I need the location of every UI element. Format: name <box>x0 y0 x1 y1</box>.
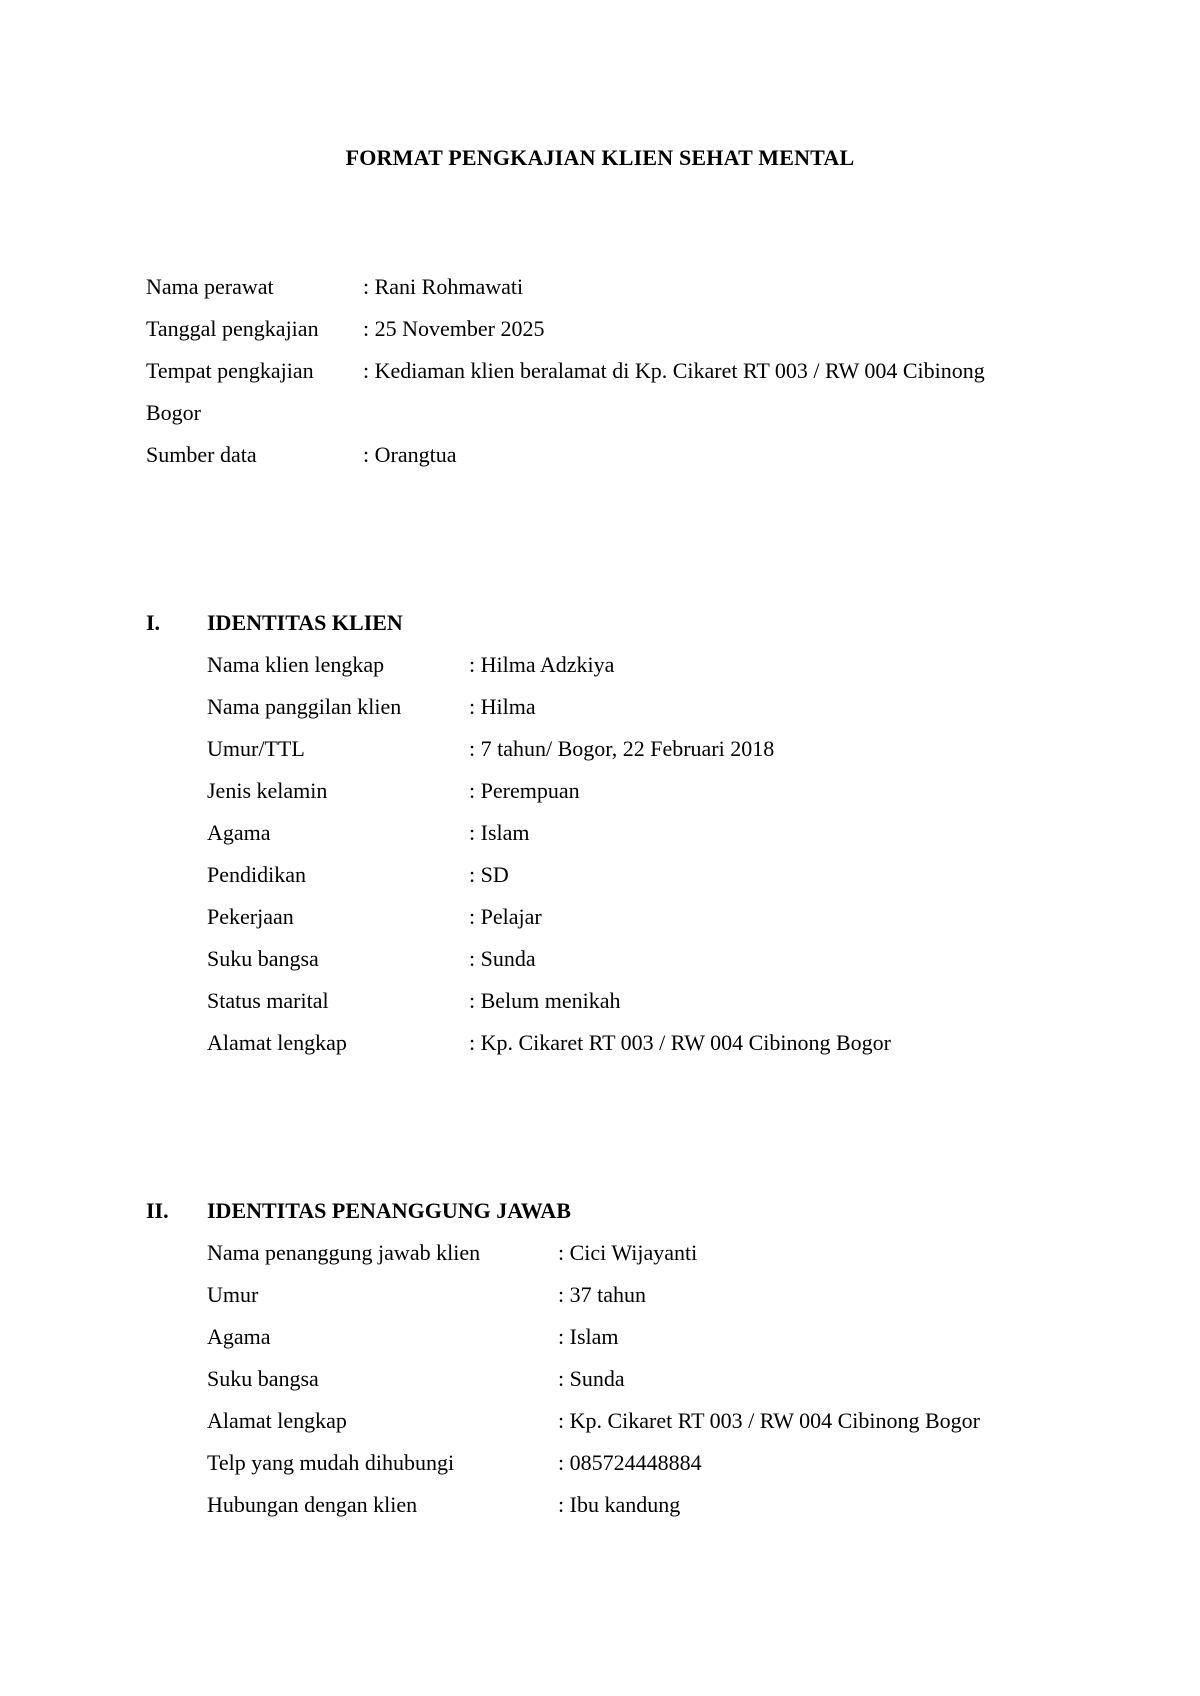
field-label: Pekerjaan <box>207 904 294 929</box>
field-value: : Hilma Adzkiya <box>469 652 615 677</box>
section-title: IDENTITAS KLIEN <box>207 610 403 635</box>
field-umur-ttl <box>207 733 1147 765</box>
field-sumber-data <box>146 439 1146 471</box>
field-label: Alamat lengkap <box>207 1030 347 1055</box>
field-nama-perawat <box>146 271 1146 303</box>
field-label: Jenis kelamin <box>207 778 328 803</box>
field-label: Tempat pengkajian <box>146 358 314 383</box>
field-value: : Belum menikah <box>469 988 621 1013</box>
field-nama-klien-lengkap <box>207 649 1147 681</box>
field-tanggal-pengkajian <box>146 313 1146 345</box>
field-value: : Orangtua <box>363 442 457 467</box>
field-value: : Perempuan <box>469 778 580 803</box>
field-label: Tanggal pengkajian <box>146 316 319 341</box>
section-number: I. <box>146 610 161 635</box>
field-label: Umur <box>207 1282 259 1307</box>
field-value-continuation: Bogor <box>146 400 201 425</box>
field-label: Agama <box>207 820 271 845</box>
field-agama <box>207 817 1147 849</box>
field-label: Status marital <box>207 988 329 1013</box>
section-number: II. <box>146 1198 169 1223</box>
field-value: : Sunda <box>469 946 536 971</box>
field-jenis-kelamin <box>207 775 1147 807</box>
field-alamat-lengkap <box>207 1027 1147 1059</box>
field-nama-panggilan-klien <box>207 691 1147 723</box>
field-label: Suku bangsa <box>207 946 319 971</box>
field-umur <box>207 1279 1147 1311</box>
field-alamat-lengkap <box>207 1405 1147 1437</box>
field-label: Nama klien lengkap <box>207 652 385 677</box>
field-value: : 37 tahun <box>558 1282 646 1307</box>
field-value: : Sunda <box>558 1366 625 1391</box>
field-value: : 7 tahun/ Bogor, 22 Februari 2018 <box>469 736 775 761</box>
field-label: Telp yang mudah dihubungi <box>207 1450 455 1475</box>
field-hubungan-dengan-klien <box>207 1489 1147 1521</box>
field-label: Hubungan dengan klien <box>207 1492 418 1517</box>
field-value: : 25 November 2025 <box>363 316 545 341</box>
field-value: : Rani Rohmawati <box>363 274 524 299</box>
field-value: : Islam <box>469 820 530 845</box>
field-value: : Kediaman klien beralamat di Kp. Cikaret RT 003 / RW 004 Cibinong <box>363 358 985 383</box>
field-suku-bangsa <box>207 1363 1147 1395</box>
document-title: FORMAT PENGKAJIAN KLIEN SEHAT MENTAL <box>345 145 855 170</box>
field-value: : Cici Wijayanti <box>558 1240 698 1265</box>
field-label: Sumber data <box>146 442 257 467</box>
field-value: : Islam <box>558 1324 619 1349</box>
field-label: Nama panggilan klien <box>207 694 402 719</box>
field-telp <box>207 1447 1147 1479</box>
field-label: Umur/TTL <box>207 736 305 761</box>
field-value: : SD <box>469 862 509 887</box>
field-label: Nama perawat <box>146 274 274 299</box>
field-agama <box>207 1321 1147 1353</box>
field-pekerjaan <box>207 901 1147 933</box>
field-value: : Hilma <box>469 694 536 719</box>
field-value: : Pelajar <box>469 904 542 929</box>
field-value: : Kp. Cikaret RT 003 / RW 004 Cibinong Bogor <box>469 1030 891 1055</box>
field-label: Alamat lengkap <box>207 1408 347 1433</box>
field-value: : 085724448884 <box>558 1450 702 1475</box>
field-tempat-pengkajian <box>146 355 1146 387</box>
field-value: : Kp. Cikaret RT 003 / RW 004 Cibinong Bogor <box>558 1408 980 1433</box>
field-label: Agama <box>207 1324 271 1349</box>
field-label: Suku bangsa <box>207 1366 319 1391</box>
field-suku-bangsa <box>207 943 1147 975</box>
field-value: : Ibu kandung <box>558 1492 681 1517</box>
field-label: Pendidikan <box>207 862 306 887</box>
field-pendidikan <box>207 859 1147 891</box>
field-label: Nama penanggung jawab klien <box>207 1240 481 1265</box>
section-title: IDENTITAS PENANGGUNG JAWAB <box>207 1198 571 1223</box>
field-nama-penanggung-jawab <box>207 1237 1147 1269</box>
field-status-marital <box>207 985 1147 1017</box>
